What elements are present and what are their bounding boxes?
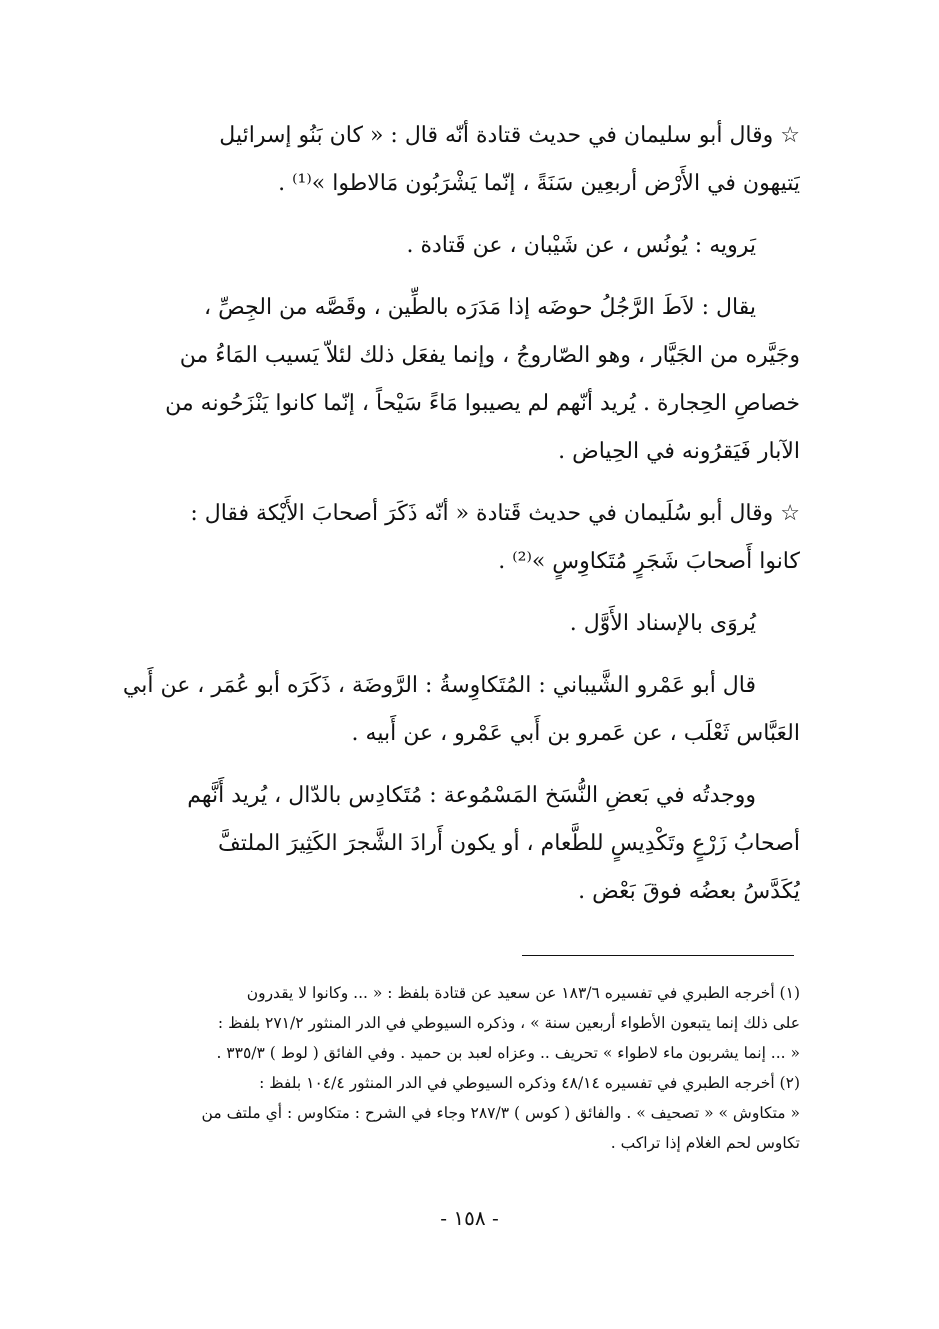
page-number: - ١٥٨ - bbox=[440, 1206, 499, 1230]
footnote-divider bbox=[522, 955, 794, 956]
footnote-line: تكاوس لحم الغلام إذا تراكب . bbox=[610, 1134, 800, 1152]
footnote-line: « متكاوش » « تصحيف » . والفائق ( كوس ) ٢٨٧/٣ وجاء في الشرح : متكاوس : أي ملتف من bbox=[201, 1104, 800, 1122]
footnote-line: على ذلك إنما يتبعون الأطواء أربعين سنة » ، وذكره السيوطي في الدر المنثور ٢٧١/٢ بلفظ : bbox=[217, 1014, 800, 1032]
text-line: يُكَدَّسُ بعضُه فوقَ بَعْض . bbox=[578, 879, 800, 904]
paragraph-6 bbox=[120, 662, 800, 758]
text-line: كانوا أَصحابَ شَجَرٍ مُتَكاوِسٍ »⁽²⁾ . bbox=[498, 549, 800, 574]
paragraph-5 bbox=[120, 600, 800, 648]
paragraph-4 bbox=[120, 490, 800, 586]
text-line: ☆ وقال أبو سليمان في حديث قتادة أنّه قال : « كان بَنُو إسرائيل bbox=[219, 123, 800, 148]
text-line: يَتيهون في الأَرْض أربعِين سَنَةً ، إنّما يَشْرَبُون مَالاطوا »⁽¹⁾ . bbox=[278, 171, 800, 196]
paragraph-2 bbox=[120, 222, 800, 270]
text-line: قال أبو عَمْرو الشَّيباني : المُتَكاوِسةُ : الرَّوضَة ، ذَكَرَه أبو عُمَر ، عن أَبي bbox=[122, 673, 756, 698]
text-line: الآبار فَيَقرُونه في الحِياض . bbox=[558, 439, 800, 464]
text-line: خصاصِ الحِجارة . يُريد أنّهم لم يصيبوا مَاءً سَيْحاً ، إنّما كانوا يَنْزَحُونه من bbox=[165, 391, 800, 416]
text-line: العَبَّاس ثَعْلَب ، عن عَمرو بن أَبي عَمْرو ، عن أَبيه . bbox=[351, 721, 800, 746]
text-line: أصحابُ زَرْعٍ وتَكْدِيسٍ للطَّعام ، أو يكون أَرادَ الشَّجرَ الكَثِيرَ الملتفَّ bbox=[218, 831, 800, 856]
footnotes bbox=[120, 978, 800, 1158]
text-line: ووجدتُه في بَعضِ النُّسَخ المَسْمُوعة : مُتَكادِس بالدّال ، يُريد أَنَّهم bbox=[187, 783, 756, 808]
footnote-line: (٢) أخرجه الطبري في تفسيره ٤٨/١٤ وذكره السيوطي في الدر المنثور ١٠٤/٤ بلفظ : bbox=[259, 1074, 800, 1092]
paragraph-1 bbox=[120, 112, 800, 208]
paragraph-3 bbox=[120, 284, 800, 476]
text-line: يُروَى بالإسناد الأَوَّل . bbox=[569, 611, 756, 636]
text-line: وجَيَّره من الجَيَّار ، وهو الصّاروجُ ، وإنما يفعَل ذلك لئلاّ يَسيب المَاءُ من bbox=[179, 343, 800, 368]
main-text bbox=[120, 112, 800, 916]
text-line: يَرويه : يُونُس ، عن شَيْبان ، عن قَتادة . bbox=[406, 233, 756, 258]
footnote-line: (١) أخرجه الطبري في تفسيره ١٨٣/٦ عن سعيد عن قتادة بلفظ : « ... وكانوا لا يقدرون bbox=[246, 984, 800, 1002]
text-line: يقال : لاَطَ الرَّجُلُ حوضَه إذا مَدَرَه بالطِّين ، وقَصَّه من الجِصِّ ، bbox=[204, 295, 756, 320]
text-line: ☆ وقال أبو سُلَيمان في حديث قَتادة « أنّه ذَكَرَ أصحابَ الأَيْكة فقال : bbox=[190, 501, 800, 526]
paragraph-7 bbox=[120, 772, 800, 916]
footnote-line: « ... إنما يشربون ماء لاطواء » تحريف .. وعزاه لعبد بن حميد . وفي الفائق ( لوط ) ٣٣٥/٣ . bbox=[216, 1044, 800, 1062]
